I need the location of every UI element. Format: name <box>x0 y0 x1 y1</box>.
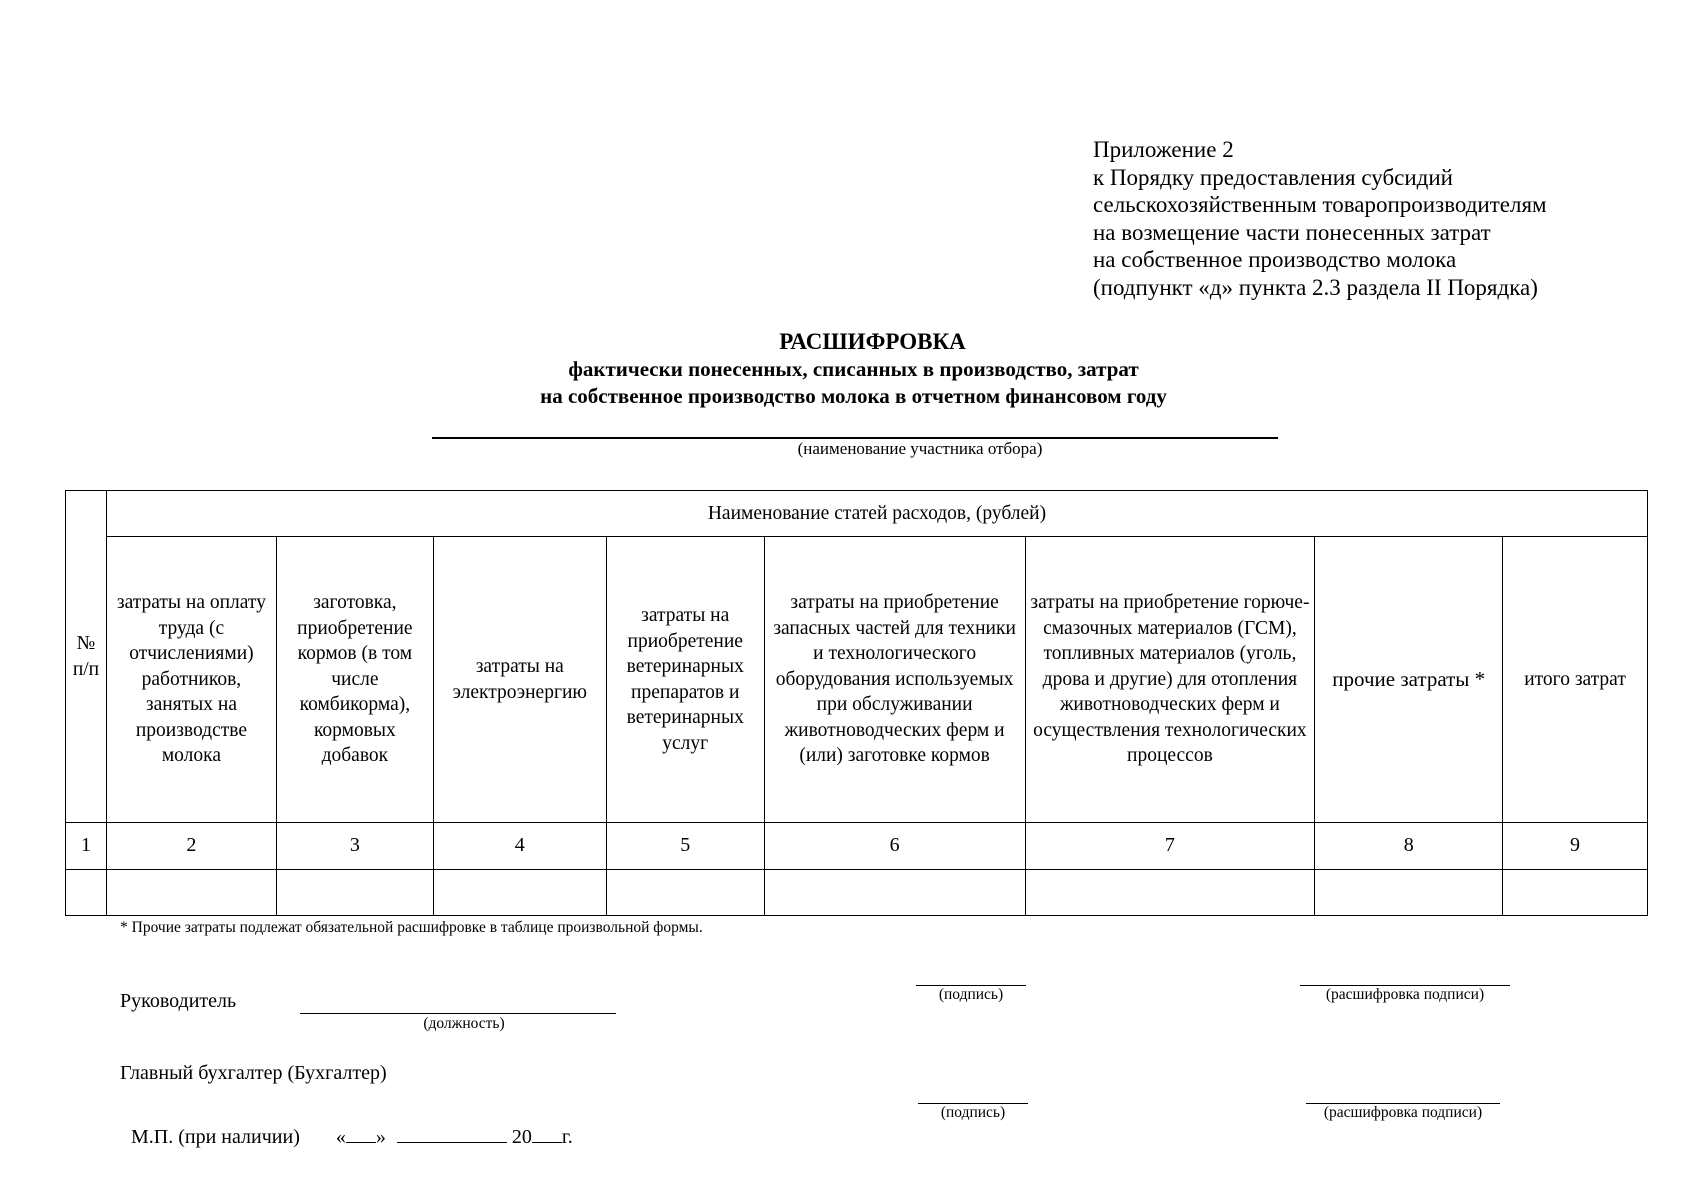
quote-close: » <box>375 1126 386 1148</box>
stamp-date-line <box>131 1122 573 1149</box>
participant-caption: (наименование участника отбора) <box>797 439 1043 458</box>
header-row-columns <box>66 537 1648 823</box>
entry-cell[interactable] <box>1315 870 1503 916</box>
entry-cell[interactable] <box>606 870 764 916</box>
column-number: 9 <box>1503 823 1648 870</box>
quote-open: « <box>335 1126 346 1148</box>
group-header: Наименование статей расходов, (рублей) <box>106 491 1647 537</box>
appendix-line: к Порядку предоставления субсидий <box>1093 164 1453 190</box>
data-entry-row <box>66 870 1648 916</box>
num-header: № п/п <box>66 491 107 823</box>
header-row-group <box>66 491 1648 537</box>
column-number: 6 <box>764 823 1025 870</box>
appendix-line: на собственное производство молока <box>1093 247 1457 273</box>
stamp-label: М.П. (при наличии) <box>131 1126 300 1148</box>
column-number: 3 <box>276 823 433 870</box>
appendix-line: (подпункт «д» пункта 2.3 раздела II Порядка) <box>1093 274 1538 300</box>
month-blank[interactable] <box>397 1122 507 1143</box>
entry-cell[interactable] <box>66 870 107 916</box>
footnote: * Прочие затраты подлежат обязательной расшифровке в таблице произвольной формы. <box>120 919 703 936</box>
column-number: 4 <box>433 823 606 870</box>
col-header-fuel: затраты на приобретение горюче-смазочных материалов (ГСМ), топливных материалов (уголь, дрова и другие) для отопления животноводческих ферм и осуществления технологических процессов <box>1025 537 1315 823</box>
head-position-line[interactable] <box>300 1013 616 1014</box>
col-header-total: итого затрат <box>1503 537 1648 823</box>
title-line-2: на собственное производство молока в отчетном финансовом году <box>540 384 1167 408</box>
appendix-line: на возмещение части понесенных затрат <box>1093 219 1491 245</box>
col-header-veterinary: затраты на приобретение ветеринарных препаратов и ветеринарных услуг <box>606 537 764 823</box>
column-number: 7 <box>1025 823 1315 870</box>
year-blank[interactable] <box>532 1122 562 1143</box>
col-header-feed: заготовка, приобретение кормов (в том числе комбикорма), кормовых добавок <box>276 537 433 823</box>
entry-cell[interactable] <box>276 870 433 916</box>
title-main: РАСШИФРОВКА <box>779 329 966 354</box>
appendix-line: Приложение 2 <box>1093 137 1234 162</box>
appendix-header <box>1093 136 1547 302</box>
col-header-labor: затраты на оплату труда (с отчислениями) работников, занятых на производстве молока <box>106 537 276 823</box>
column-numbers-row <box>66 823 1648 870</box>
document-title <box>0 328 1697 410</box>
decode-caption: (расшифровка подписи) <box>1325 986 1485 1003</box>
appendix-line: сельскохозяйственным товаропроизводителям <box>1093 192 1547 218</box>
entry-cell[interactable] <box>764 870 1025 916</box>
entry-cell[interactable] <box>1503 870 1648 916</box>
col-header-other: прочие затраты * <box>1315 537 1503 823</box>
col-header-electricity: затраты на электроэнергию <box>433 537 606 823</box>
column-number: 8 <box>1315 823 1503 870</box>
column-number: 1 <box>66 823 107 870</box>
position-caption: (должность) <box>423 1015 505 1032</box>
entry-cell[interactable] <box>1025 870 1315 916</box>
entry-cell[interactable] <box>106 870 276 916</box>
year-prefix: 20 <box>511 1126 532 1148</box>
signature-caption: (подпись) <box>938 986 1004 1003</box>
day-blank[interactable] <box>346 1122 376 1143</box>
title-line-1: фактически понесенных, списанных в производство, затрат <box>568 357 1139 381</box>
costs-table <box>65 490 1648 916</box>
entry-cell[interactable] <box>433 870 606 916</box>
signature-caption: (подпись) <box>940 1104 1006 1121</box>
head-label: Руководитель <box>120 990 237 1012</box>
column-number: 2 <box>106 823 276 870</box>
accountant-label: Главный бухгалтер (Бухгалтер) <box>120 1062 387 1084</box>
year-suffix: г. <box>561 1126 573 1148</box>
col-header-spare-parts: затраты на приобретение запасных частей для техники и технологического оборудования используемых при обслуживании животноводческих ферм и (или) заготовке кормов <box>764 537 1025 823</box>
column-number: 5 <box>606 823 764 870</box>
decode-caption: (расшифровка подписи) <box>1323 1104 1483 1121</box>
